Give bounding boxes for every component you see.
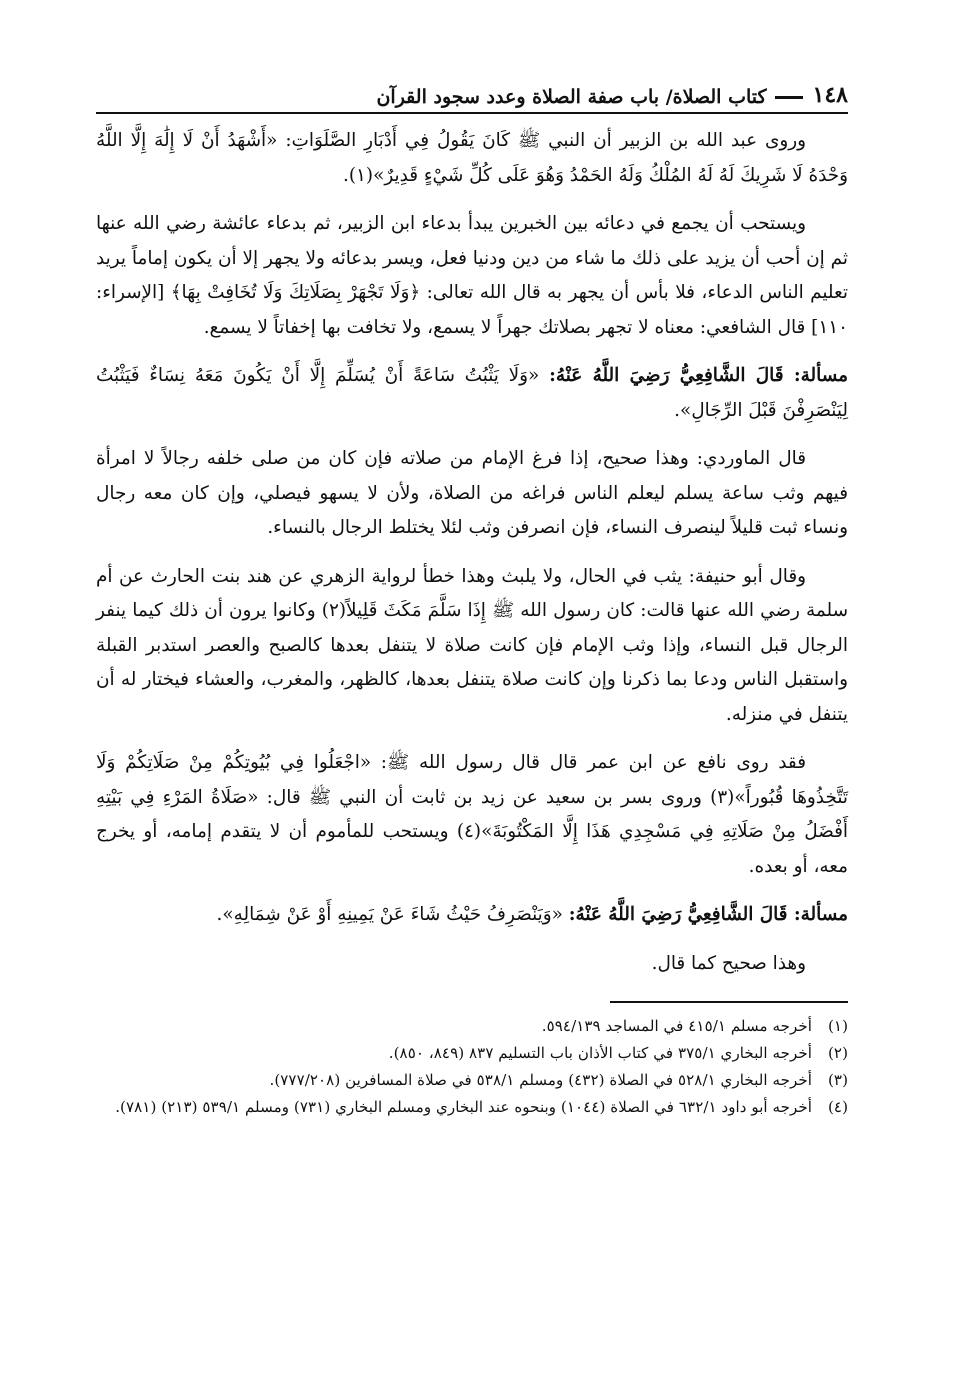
header-dash: [775, 96, 803, 99]
footnote-number: (١): [827, 1017, 848, 1035]
footnote-text: أخرجه البخاري ٥٢٨/١ في الصلاة (٤٣٢) ومسلم ٥٣٨/١ في صلاة المسافرين (٧٧٧/٢٠٨).: [269, 1071, 812, 1089]
paragraph-ibn-zubair: وروى عبد الله بن الزبير أن النبي ﷺ كَانَ يَقُولُ فِي أَدْبَارِ الصَّلَوَاتِ: «أَشْهَدُ أَنْ لَا إِلَٰهَ إِلَّا اللَّهُ وَحْدَهُ لَا شَرِيكَ لَهُ لَهُ المُلْكُ وَلَهُ الحَمْدُ وَهُوَ عَلَى كُلِّ شَيْءٍ قَدِيرٌ»(١).: [96, 130, 848, 186]
footnote: [96, 1067, 848, 1094]
footnotes: [96, 1013, 848, 1121]
paragraph-mawardi: قال الماوردي: وهذا صحيح، إذا فرغ الإمام من صلاته فإن كان من صلى خلفه رجالاً لا امرأة فيهم وثب ساعة يسلم ليعلم الناس فراغه من الصلاة، ولأن لا يسهو فيصلي، وإن كان معه رجال ونساء ثبت قليلاً لينصرف النساء، فإن انصرفن وثب لئلا يختلط الرجال بالنساء.: [96, 448, 848, 538]
footnote-text: أخرجه أبو داود ٦٣٢/١ في الصلاة (١٠٤٤) وبنحوه عند البخاري ومسلم البخاري (٧٣١) ومسلم ٥٣٩/١ (٢١٣) (٧٨١).: [115, 1098, 812, 1116]
footnote-separator: [610, 1001, 848, 1003]
header-rule: [96, 112, 848, 114]
footnote-number: (٣): [827, 1071, 848, 1089]
paragraph-supplication: ويستحب أن يجمع في دعائه بين الخبرين يبدأ بدعاء ابن الزبير، ثم بدعاء عائشة رضي الله عنها ثم إن أحب أن يزيد على ذلك ما شاء من دين ودنيا فعل، ويسر بدعائه ولا يجهر إلا أن يكون إماماً يريد تعليم الناس الدعاء، فلا بأس أن يجهر به قال الله تعالى: ﴿وَلَا تَجْهَرْ بِصَلَاتِكَ وَلَا تُخَافِتْ بِهَا﴾ [الإسراء: ١١٠] قال الشافعي: معناه لا تجهر بصلاتك جهراً لا يسمع، ولا تخافت بها إخفاتاً لا يسمع.: [96, 213, 848, 338]
footnote-number: (٢): [827, 1044, 848, 1062]
issue-label: مسألة: قَالَ الشَّافِعِيُّ رَضِيَ اللَّهُ عَنْهُ:: [549, 365, 848, 386]
book-page: [96, 78, 848, 1348]
body-text: [96, 124, 848, 981]
issue-text: «وَلَا يَثْبُتُ سَاعَةً أَنْ يُسَلِّمَ إِلَّا أَنْ يَكُونَ مَعَهُ نِسَاءٌ فَيَثْبُتُ لِيَنْصَرِفْنَ قَبْلَ الرِّجَالِ».: [96, 365, 848, 421]
running-title: كتاب الصلاة/ باب صفة الصلاة وعدد سجود القرآن: [376, 86, 767, 108]
footnote-text: أخرجه البخاري ٣٧٥/١ في كتاب الأذان باب التسليم ٨٣٧ (٨٤٩، ٨٥٠).: [388, 1044, 812, 1062]
issue-text: «وَيَنْصَرِفُ حَيْثُ شَاءَ عَنْ يَمِينِهِ أَوْ عَنْ شِمَالِهِ».: [216, 904, 569, 925]
footnote: [96, 1013, 848, 1040]
issue-paragraph: [96, 359, 848, 428]
footnote-text: أخرجه مسلم ٤١٥/١ في المساجد ٥٩٤/١٣٩.: [541, 1017, 812, 1035]
footnote-number: (٤): [827, 1098, 848, 1116]
paragraph-nafi: فقد روى نافع عن ابن عمر قال قال رسول الله ﷺ: «اجْعَلُوا فِي بُيُوتِكُمْ مِنْ صَلَاتِكُمْ وَلَا تَتَّخِذُوهَا قُبُوراً»(٣) وروى بسر بن سعيد عن زيد بن ثابت أن النبي ﷺ قال: «صَلَاةُ المَرْءِ فِي بَيْتِهِ أَفْضَلُ مِنْ صَلَاتِهِ فِي مَسْجِدِي هَذَا إِلَّا المَكْتُوبَةَ»(٤) ويستحب للمأموم أن لا يتقدم إمامه، أو يخرج معه، أو بعده.: [96, 752, 849, 877]
footnote: [96, 1094, 848, 1121]
issue-label: مسألة: قَالَ الشَّافِعِيُّ رَضِيَ اللَّهُ عَنْهُ:: [568, 904, 848, 925]
footnote: [96, 1040, 848, 1067]
paragraph-abu-hanifa: وقال أبو حنيفة: يثب في الحال، ولا يلبث وهذا خطأ لرواية الزهري عن هند بنت الحارث عن أم سلمة رضي الله عنها قالت: كان رسول الله ﷺ إِذَا سَلَّمَ مَكَثَ قَلِيلاً(٢) وكانوا يرون أن ذلك كيما ينفر الرجال قبل النساء، وإذا وثب الإمام فإن كانت صلاة لا يتنفل بعدها كالصبح والعصر استدبر القبلة واستقبل الناس ودعا بما ذكرنا وإن كانت صلاة يتنفل بعدها، كالظهر، والمغرب، والعشاء فيختار له أن يتنفل في منزله.: [96, 565, 848, 725]
page-number: ١٤٨: [812, 82, 848, 108]
paragraph-conclusion: وهذا صحيح كما قال.: [651, 952, 806, 974]
running-header: [96, 78, 848, 108]
issue-paragraph: [96, 898, 848, 933]
